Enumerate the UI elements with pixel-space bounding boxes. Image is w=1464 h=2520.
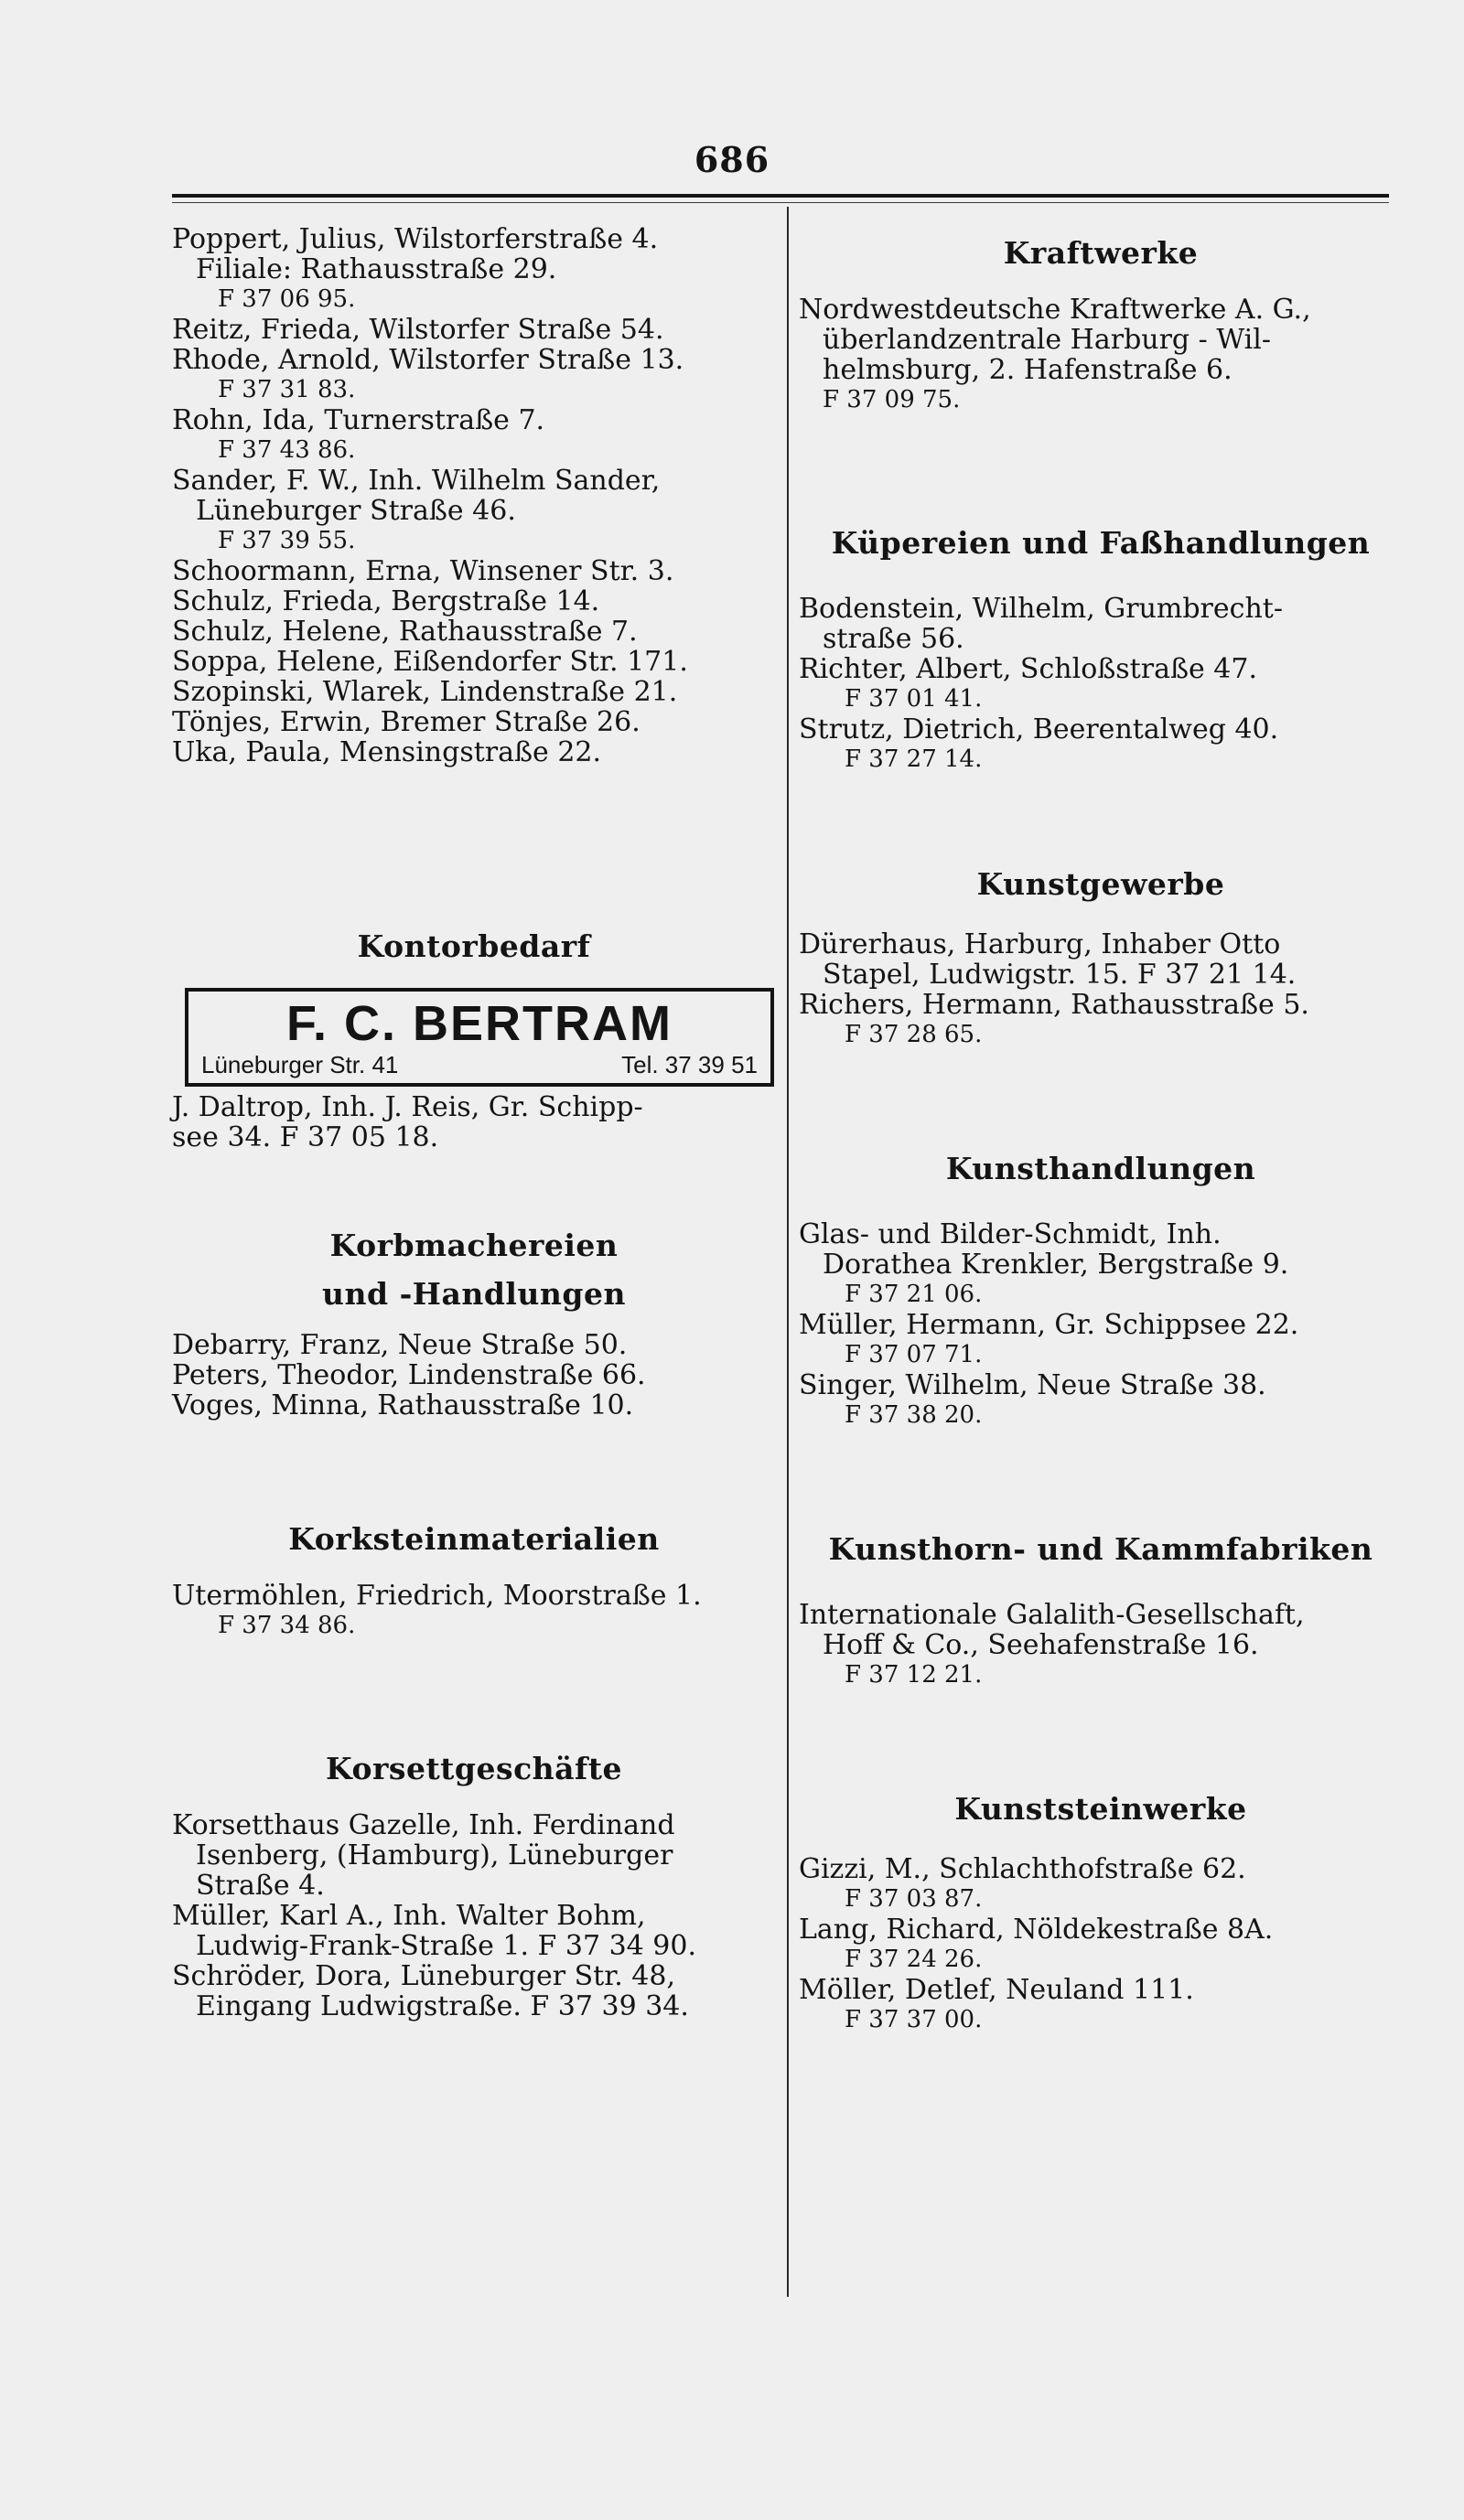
entry-continuation: Dorathea Krenkler, Bergstraße 9.: [823, 1249, 1289, 1281]
entry-name: Dürerhaus, Harburg, Inhaber Otto: [799, 928, 1281, 960]
listing-block: [799, 1600, 1403, 1690]
entry-continuation: straße 56.: [823, 623, 964, 655]
ad-phone: Tel. 37 39 51: [621, 1051, 758, 1078]
listing-block: [172, 1330, 776, 1421]
entry-name: Rhode, Arnold, Wilstorfer Straße 13.: [172, 344, 684, 376]
entry-continuation: Filiale: Rathausstraße 29.: [196, 253, 557, 285]
entry-phone: F 37 07 71.: [845, 1341, 983, 1368]
entry-continuation: Lüneburger Straße 46.: [196, 495, 516, 527]
section-heading-kraftwerke: Kraftwerke: [1003, 235, 1199, 271]
section-heading-kunstgewerbe: Kunstgewerbe: [976, 866, 1225, 902]
header-rule-thin: [172, 202, 1389, 203]
entry-name: Schulz, Helene, Rathausstraße 7.: [172, 616, 638, 648]
entry-phone: F 37 39 55.: [218, 527, 356, 554]
entry-name: J. Daltrop, Inh. J. Reis, Gr. Schipp-: [172, 1091, 643, 1123]
section-heading-kunsthorn: Kunsthorn- und Kammfabriken: [828, 1531, 1373, 1567]
entry-phone: F 37 21 06.: [845, 1281, 983, 1308]
left-column: [172, 224, 776, 2021]
entry-name: Strutz, Dietrich, Beerentalweg 40.: [799, 713, 1279, 745]
entry-continuation: Stapel, Ludwigstr. 15. F 37 21 14.: [823, 959, 1297, 991]
entry-phone: F 37 01 41.: [845, 685, 983, 713]
entry-name: Nordwestdeutsche Kraftwerke A. G.,: [799, 294, 1311, 326]
right-column: [799, 224, 1403, 2035]
ad-company-name: F. C. BERTRAM: [286, 996, 673, 1051]
entry-name: Utermöhlen, Friedrich, Moorstraße 1.: [172, 1580, 702, 1612]
entry-phone: F 37 27 14.: [845, 745, 983, 773]
listing-block: [799, 594, 1403, 775]
entry-name: Poppert, Julius, Wilstorferstraße 4.: [172, 223, 659, 255]
listing-block: [172, 1810, 776, 2021]
listing-block: [172, 224, 776, 855]
entry-name: Peters, Theodor, Lindenstraße 66.: [172, 1359, 646, 1391]
entry-name: Richers, Hermann, Rathausstraße 5.: [799, 989, 1309, 1021]
section-heading-korbmachereien: Korbmachereien: [329, 1228, 619, 1263]
entry-phone: F 37 38 20.: [845, 1401, 983, 1429]
page-number: 686: [694, 139, 770, 180]
entry-name: Singer, Wilhelm, Neue Straße 38.: [799, 1369, 1266, 1401]
section-heading-kontorbedarf: Kontorbedarf: [357, 928, 591, 964]
listing-block: [799, 1854, 1403, 2035]
entry-name: Müller, Karl A., Inh. Walter Bohm,: [172, 1900, 646, 1932]
listing-block: [799, 929, 1403, 1050]
entry-name: Gizzi, M., Schlachthofstraße 62.: [799, 1853, 1246, 1885]
entry-continuation: Isenberg, (Hamburg), Lüneburger: [196, 1839, 673, 1871]
listing-block: [799, 295, 1403, 415]
entry-name: Glas- und Bilder-Schmidt, Inh.: [799, 1218, 1222, 1250]
entry-phone: F 37 31 83.: [218, 376, 356, 403]
entry-name: Möller, Detlef, Neuland 111.: [799, 1974, 1194, 2006]
listing-block: [172, 1092, 776, 1153]
advertisement-box: [185, 988, 774, 1087]
section-heading-korsettgeschaefte: Korsettgeschäfte: [326, 1751, 622, 1786]
entry-name: Lang, Richard, Nöldekestraße 8A.: [799, 1914, 1274, 1946]
entry-phone: F 37 28 65.: [845, 1021, 983, 1048]
entry-name: Voges, Minna, Rathausstraße 10.: [172, 1389, 634, 1421]
entry-continuation: Hoff & Co., Seehafenstraße 16.: [823, 1629, 1259, 1661]
entry-phone: F 37 37 00.: [845, 2006, 983, 2033]
section-heading-korksteinmaterialien: Korksteinmaterialien: [288, 1521, 660, 1557]
entry-phone: F 37 06 95.: [218, 285, 356, 313]
section-heading-kuepereien: Küpereien und Faßhandlungen: [831, 525, 1371, 561]
entry-name: Soppa, Helene, Eißendorfer Str. 171.: [172, 646, 688, 678]
header-rule: [172, 194, 1389, 198]
entry-name: Uka, Paula, Mensingstraße 22.: [172, 736, 602, 768]
entry-phone: F 37 43 86.: [218, 436, 356, 464]
entry-continuation: Eingang Ludwigstraße. F 37 39 34.: [196, 1990, 689, 2022]
section-heading-korbmachereien-sub: und -Handlungen: [322, 1276, 626, 1312]
ad-address: Lüneburger Str. 41: [201, 1051, 399, 1078]
entry-phone: F 37 03 87.: [845, 1885, 983, 1913]
entry-name: Richter, Albert, Schloßstraße 47.: [799, 653, 1258, 685]
entry-name: Bodenstein, Wilhelm, Grumbrecht-: [799, 593, 1283, 625]
entry-continuation: see 34. F 37 05 18.: [172, 1121, 439, 1153]
ad-contact-line: [201, 1050, 758, 1079]
entry-name: Rohn, Ida, Turnerstraße 7.: [172, 404, 545, 436]
entry-name: Schulz, Frieda, Bergstraße 14.: [172, 585, 600, 617]
entry-name: Debarry, Franz, Neue Straße 50.: [172, 1329, 628, 1361]
entry-name: Tönjes, Erwin, Bremer Straße 26.: [172, 706, 640, 738]
entry-name: Schröder, Dora, Lüneburger Str. 48,: [172, 1960, 676, 1992]
entry-continuation: überlandzentrale Harburg - Wil-: [823, 324, 1271, 356]
entry-name: Korsetthaus Gazelle, Inh. Ferdinand: [172, 1809, 675, 1841]
entry-name: Sander, F. W., Inh. Wilhelm Sander,: [172, 465, 661, 497]
entry-name: Internationale Galalith-Gesellschaft,: [799, 1599, 1305, 1631]
entry-name: Szopinski, Wlarek, Lindenstraße 21.: [172, 676, 678, 708]
entry-phone: F 37 12 21.: [845, 1661, 983, 1689]
listing-block: [172, 1581, 776, 1641]
column-divider: [787, 207, 789, 2297]
entry-phone: F 37 09 75.: [823, 386, 961, 413]
listing-block: [799, 1219, 1403, 1431]
entry-continuation: Ludwig-Frank-Straße 1. F 37 34 90.: [196, 1930, 697, 1962]
entry-continuation: helmsburg, 2. Hafenstraße 6.: [823, 354, 1233, 386]
entry-phone: F 37 24 26.: [845, 1946, 983, 1973]
section-heading-kunststeinwerke: Kunststeinwerke: [954, 1791, 1247, 1827]
entry-name: Schoormann, Erna, Winsener Str. 3.: [172, 555, 674, 587]
entry-name: Reitz, Frieda, Wilstorfer Straße 54.: [172, 314, 664, 346]
entry-name: Müller, Hermann, Gr. Schippsee 22.: [799, 1309, 1299, 1341]
entry-continuation: Straße 4.: [196, 1870, 325, 1902]
entry-phone: F 37 34 86.: [218, 1612, 356, 1639]
section-heading-kunsthandlungen: Kunsthandlungen: [945, 1151, 1256, 1186]
